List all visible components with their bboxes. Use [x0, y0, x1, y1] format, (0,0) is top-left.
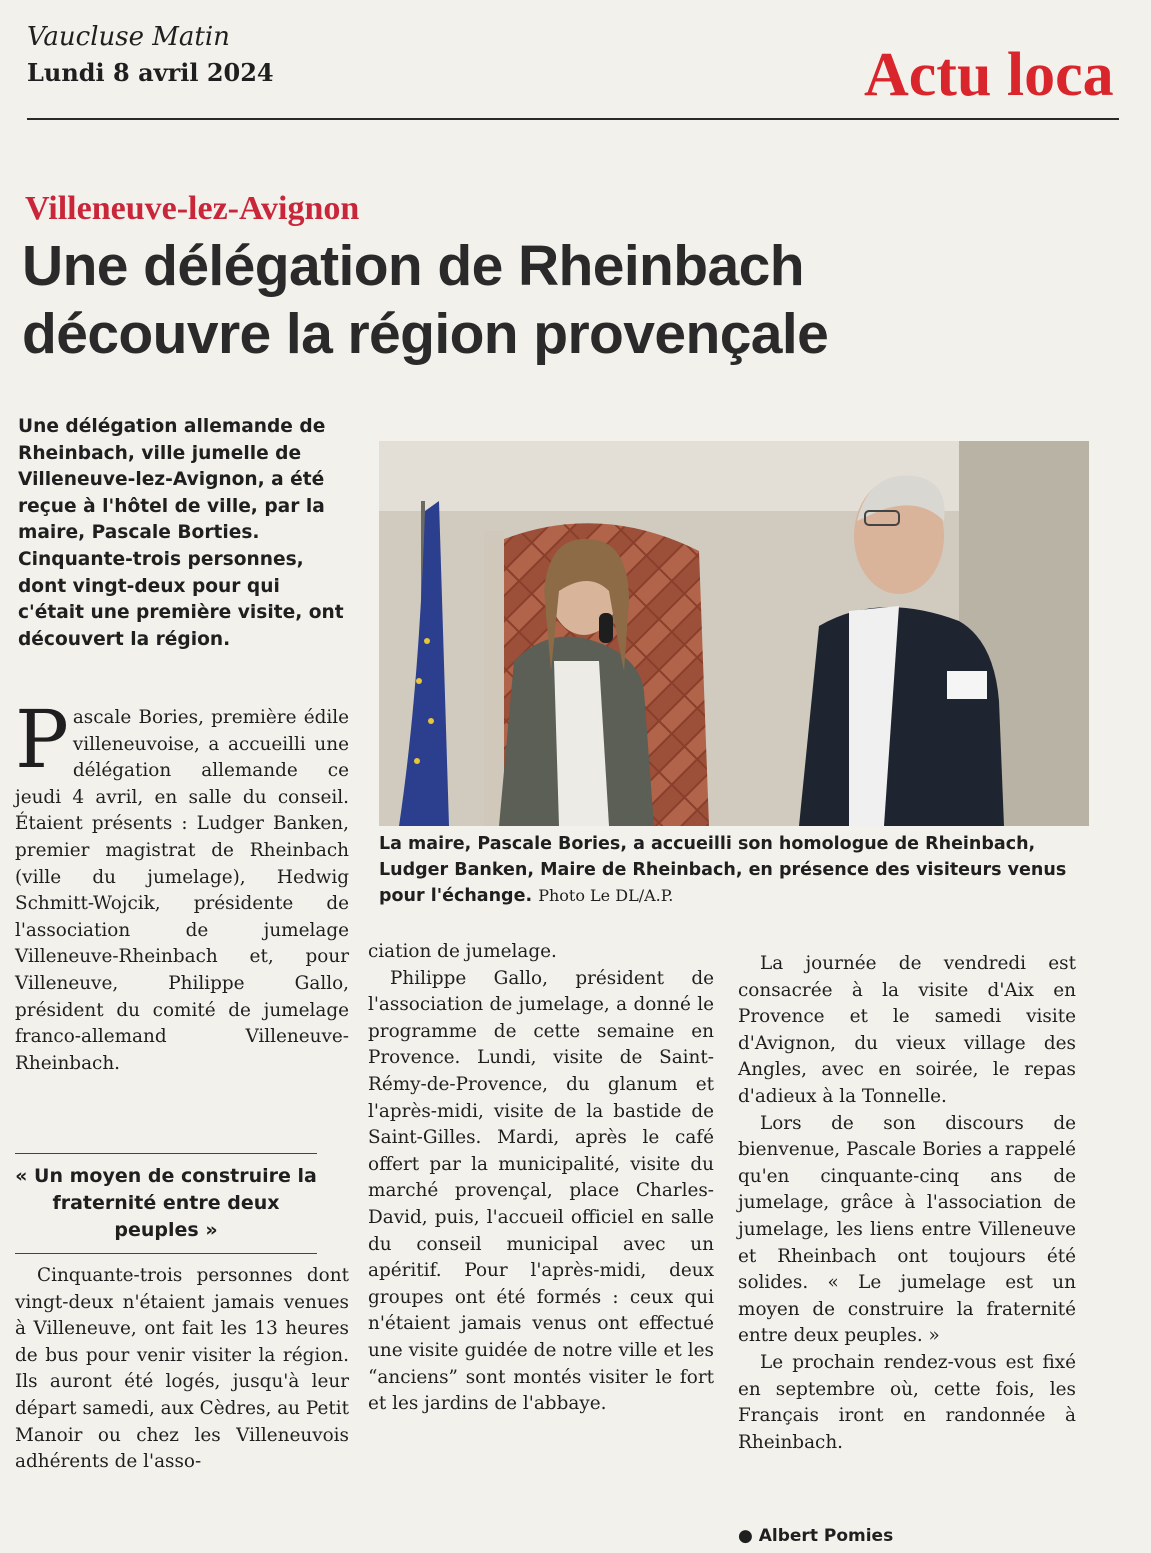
article-lead: Une délégation allemande de Rheinbach, ville jumelle de Villeneuve-lez-Avignon, a été reçue à l'hôtel de ville, par la maire, Pascale Borties. Cinquante-trois personnes, dont vingt-deux pour qui c'était une première visite, ont découvert la région.: [18, 416, 344, 650]
drop-cap: P: [15, 693, 69, 786]
column-3: [738, 951, 1076, 1456]
masthead-rule: [27, 118, 1119, 120]
article-photo: [379, 441, 1089, 826]
column-2: [368, 939, 714, 1418]
paragraph-2: Cinquante-trois personnes dont vingt-deux n'étaient jamais venues à Villeneuve, ont fait les 13 heures de bus pour venir visiter la région. Ils auront été logés, jusqu'à leur départ samedi, aux Cèdres, au Petit Manoir ou chez les Villeneuvois adhérents de l'asso-: [15, 1265, 349, 1473]
paragraph-3: Philippe Gallo, président de l'association de jumelage, a donné le programme de cette semaine en Provence. Lundi, visite de Saint-Rémy-de-Provence, du glanum et l'après-midi, visite de la bastide de Saint-Gilles. Mardi, après le café offert par la municipalité, visite du marché provençal, place Charles-David, puis, l'accueil officiel en salle du conseil municipal avec un apéritif. Pour l'après-midi, deux groupes ont été formés : ceux qui n'étaient jamais venus ont effectué une visite guidée de notre ville et les “anciens” sont montés visiter le fort et les jardins de l'abbaye.: [368, 967, 714, 1415]
publication-name: Vaucluse Matin: [27, 22, 230, 52]
quote-rule-top: [15, 1153, 317, 1154]
article-kicker: Villeneuve-lez-Avignon: [25, 190, 360, 227]
photo-caption: [379, 831, 1089, 909]
caption-text: La maire, Pascale Bories, a accueilli son homologue de Rheinbach, Ludger Banken, Maire de Rheinbach, en présence des visiteurs venus pour l'échange.: [379, 834, 1067, 906]
pull-quote: « Un moyen de construire la fraternité entre deux peuples »: [15, 1165, 317, 1241]
column-1-continued: [15, 1263, 349, 1476]
paragraph-6: Le prochain rendez-vous est fixé en septembre où, cette fois, les Français iront en randonnée à Rheinbach.: [738, 1351, 1076, 1453]
paragraph-1: [15, 693, 349, 1077]
paragraph-5: Lors de son discours de bienvenue, Pascale Bories a rappelé qu'en cinquante-cinq ans de jumelage, grâce à l'association de jumelage, les liens entre Villeneuve et Rheinbach ont toujours été solides. « Le jumelage est un moyen de construire la fraternité entre deux peuples. »: [738, 1112, 1076, 1347]
column-1: [15, 693, 349, 1077]
photo-illustration: [379, 441, 1089, 826]
article-author: ● Albert Pomies: [738, 1526, 894, 1546]
paragraph-1-text: ascale Bories, première édile villeneuvoise, a accueilli une délégation allemande ce jeudi 4 avril, en salle du conseil. Étaient présents : Ludger Banken, premier magistrat de Rheinbach (ville du jumelage), Hedwig Schmitt-Wojcik, présidente de l'association de jumelage Villeneuve-Rheinbach et, pour Villeneuve, Philippe Gallo, président du comité de jumelage franco-allemand Villeneuve-Rheinbach.: [15, 707, 349, 1074]
paragraph-2-continued: ciation de jumelage.: [368, 941, 557, 962]
article-headline: Une délégation de Rheinbach découvre la région provençale: [22, 234, 829, 366]
photo-credit: Photo Le DL/A.P.: [538, 886, 674, 905]
publication-date: Lundi 8 avril 2024: [27, 58, 274, 87]
section-rubric: Actu loca: [864, 41, 1114, 109]
quote-rule-bottom: [15, 1253, 317, 1254]
paragraph-4: La journée de vendredi est consacrée à la visite d'Aix en Provence et le samedi visite d'Avignon, du vieux village des Angles, avec en soirée, le repas d'adieux à la Tonnelle.: [738, 953, 1076, 1107]
